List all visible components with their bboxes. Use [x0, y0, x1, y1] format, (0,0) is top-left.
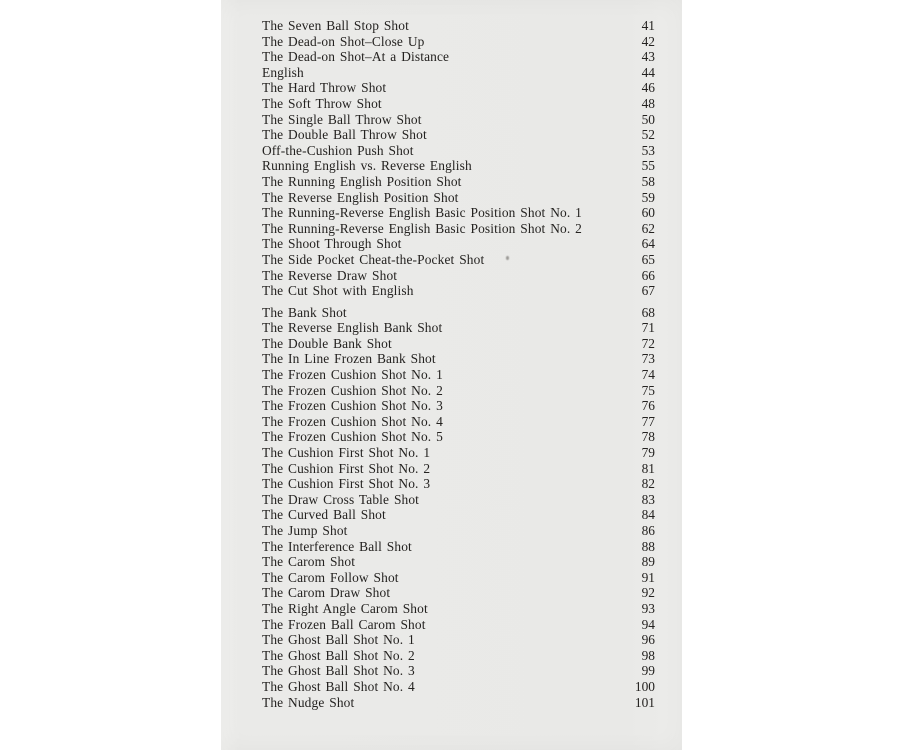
toc-entry-page-number: 62 — [641, 220, 655, 236]
toc-entry-page-number: 73 — [641, 351, 655, 367]
toc-group — [262, 18, 655, 299]
toc-entry-page-number: 91 — [641, 569, 655, 585]
toc-entry — [262, 398, 655, 414]
toc-entry-page-number: 78 — [641, 429, 655, 445]
toc-entry-page-number: 93 — [641, 600, 655, 616]
toc-entry — [262, 96, 655, 112]
toc-entry-page-number: 66 — [641, 267, 655, 283]
toc-entry-title: The Shoot Through Shot — [262, 236, 402, 252]
book-page — [221, 0, 682, 750]
toc-entry — [262, 305, 655, 321]
toc-entry — [262, 351, 655, 367]
toc-entry-page-number: 72 — [641, 335, 655, 351]
toc-entry-title: The Carom Draw Shot — [262, 585, 391, 601]
toc-entry — [262, 492, 655, 508]
toc-entry — [262, 570, 655, 586]
toc-entry — [262, 205, 655, 221]
toc-entry-page-number: 67 — [641, 283, 655, 299]
toc-entry-title: English — [262, 64, 304, 80]
toc-entry — [262, 143, 655, 159]
toc-entry — [262, 429, 655, 445]
toc-entry-title: The Ghost Ball Shot No. 4 — [262, 678, 415, 694]
toc-entry — [262, 127, 655, 143]
toc-entry-title: The Cushion First Shot No. 3 — [262, 476, 431, 492]
toc-entry-page-number: 88 — [641, 538, 655, 554]
toc-entry-title: The Dead-on Shot–At a Distance — [262, 49, 450, 65]
toc-entry-page-number: 68 — [641, 304, 655, 320]
toc-entry — [262, 632, 655, 648]
toc-entry-title: The In Line Frozen Bank Shot — [262, 351, 436, 367]
toc-entry — [262, 507, 655, 523]
toc-entry-title: The Draw Cross Table Shot — [262, 491, 420, 507]
toc-entry-page-number: 84 — [641, 507, 655, 523]
toc-entry-title: The Running-Reverse English Basic Position Shot No. 1 — [262, 205, 582, 221]
toc-entry-page-number: 71 — [641, 320, 655, 336]
toc-entry-title: The Jump Shot — [262, 523, 348, 538]
toc-entry — [262, 158, 655, 174]
toc-entry — [262, 601, 655, 617]
toc-entry — [262, 648, 655, 664]
toc-entry — [262, 476, 655, 492]
toc-entry-title: The Interference Ball Shot — [262, 538, 412, 554]
toc-entry-title: The Cushion First Shot No. 1 — [262, 445, 431, 461]
toc-entry — [262, 523, 655, 539]
toc-entry-title: The Running English Position Shot — [262, 173, 462, 189]
toc-entry — [262, 336, 655, 352]
toc-entry — [262, 190, 655, 206]
toc-entry — [262, 445, 655, 461]
toc-entry — [262, 236, 655, 252]
toc-entry-page-number: 100 — [634, 678, 655, 694]
toc-entry-title: Running English vs. Reverse English — [262, 158, 472, 174]
toc-entry — [262, 367, 655, 383]
toc-entry-title: The Hard Throw Shot — [262, 80, 387, 96]
toc-entry — [262, 252, 655, 268]
toc-entry-title: The Cushion First Shot No. 2 — [262, 460, 431, 476]
toc-entry-title: The Carom Shot — [262, 554, 356, 570]
table-of-contents — [221, 0, 682, 710]
toc-entry — [262, 283, 655, 299]
toc-entry-title: The Frozen Ball Carom Shot — [262, 616, 426, 632]
toc-entry — [262, 221, 655, 237]
toc-entry — [262, 18, 655, 34]
toc-entry — [262, 320, 655, 336]
toc-entry-page-number: 48 — [641, 95, 655, 111]
toc-entry-title: The Ghost Ball Shot No. 2 — [262, 647, 415, 663]
toc-entry-title: Off-the-Cushion Push Shot — [262, 142, 414, 158]
toc-entry-page-number: 101 — [634, 694, 655, 710]
toc-entry-title: The Soft Throw Shot — [262, 95, 382, 111]
toc-entry-title: The Double Ball Throw Shot — [262, 127, 427, 143]
toc-entry-title: The Reverse Draw Shot — [262, 267, 398, 283]
toc-entry — [262, 49, 655, 65]
toc-group — [262, 305, 655, 710]
toc-entry-page-number: 86 — [641, 523, 655, 538]
toc-entry-page-number: 82 — [641, 476, 655, 492]
toc-entry-title: The Cut Shot with English — [262, 283, 414, 299]
toc-entry-page-number: 92 — [641, 585, 655, 601]
toc-entry-page-number: 53 — [641, 142, 655, 158]
toc-entry-title: The Running-Reverse English Basic Position Shot No. 2 — [262, 220, 582, 236]
toc-entry-page-number: 96 — [641, 632, 655, 648]
toc-entry-page-number: 76 — [641, 398, 655, 414]
toc-entry-title: The Nudge Shot — [262, 694, 355, 710]
toc-entry — [262, 585, 655, 601]
toc-entry-title: The Seven Ball Stop Shot — [262, 18, 409, 33]
toc-entry-page-number: 44 — [641, 64, 655, 80]
toc-entry-page-number: 98 — [641, 647, 655, 663]
toc-entry-title: The Carom Follow Shot — [262, 569, 399, 585]
toc-entry — [262, 112, 655, 128]
toc-entry-title: The Frozen Cushion Shot No. 5 — [262, 429, 443, 445]
toc-entry-title: The Frozen Cushion Shot No. 1 — [262, 367, 443, 383]
toc-entry-page-number: 58 — [641, 173, 655, 189]
toc-entry-title: The Frozen Cushion Shot No. 3 — [262, 398, 443, 414]
toc-entry — [262, 268, 655, 284]
toc-entry — [262, 65, 655, 81]
toc-entry-page-number: 65 — [641, 251, 655, 267]
toc-entry-page-number: 99 — [641, 663, 655, 679]
scan-speck — [506, 256, 509, 260]
toc-entry — [262, 34, 655, 50]
toc-entry — [262, 663, 655, 679]
toc-entry-title: The Frozen Cushion Shot No. 4 — [262, 413, 443, 429]
toc-entry-page-number: 41 — [641, 18, 655, 33]
toc-entry-title: The Frozen Cushion Shot No. 2 — [262, 382, 443, 398]
toc-entry-page-number: 81 — [641, 460, 655, 476]
toc-entry-title: The Side Pocket Cheat-the-Pocket Shot — [262, 251, 485, 267]
toc-entry — [262, 461, 655, 477]
toc-entry-page-number: 74 — [641, 367, 655, 383]
toc-entry — [262, 414, 655, 430]
toc-entry-title: The Bank Shot — [262, 304, 347, 320]
toc-entry-title: The Curved Ball Shot — [262, 507, 386, 523]
toc-entry-title: The Double Bank Shot — [262, 335, 392, 351]
toc-entry — [262, 554, 655, 570]
toc-entry-page-number: 89 — [641, 554, 655, 570]
toc-entry-page-number: 52 — [641, 127, 655, 143]
toc-entry-page-number: 59 — [641, 189, 655, 205]
toc-entry — [262, 383, 655, 399]
toc-entry-page-number: 60 — [641, 205, 655, 221]
toc-entry-page-number: 50 — [641, 111, 655, 127]
toc-entry — [262, 80, 655, 96]
toc-entry-title: The Dead-on Shot–Close Up — [262, 33, 425, 49]
toc-entry-page-number: 94 — [641, 616, 655, 632]
toc-entry-page-number: 42 — [641, 33, 655, 49]
toc-entry — [262, 539, 655, 555]
toc-entry-title: The Single Ball Throw Shot — [262, 111, 422, 127]
toc-entry-page-number: 83 — [641, 491, 655, 507]
toc-entry-page-number: 77 — [641, 413, 655, 429]
toc-entry — [262, 617, 655, 633]
toc-entry — [262, 174, 655, 190]
toc-entry-page-number: 46 — [641, 80, 655, 96]
toc-entry-title: The Ghost Ball Shot No. 1 — [262, 632, 415, 648]
toc-entry-title: The Right Angle Carom Shot — [262, 600, 428, 616]
toc-entry — [262, 695, 655, 711]
toc-entry-page-number: 79 — [641, 445, 655, 461]
toc-entry-page-number: 55 — [641, 158, 655, 174]
toc-entry-title: The Reverse English Bank Shot — [262, 320, 443, 336]
toc-entry-title: The Reverse English Position Shot — [262, 189, 459, 205]
toc-entry-title: The Ghost Ball Shot No. 3 — [262, 663, 415, 679]
toc-entry-page-number: 43 — [641, 49, 655, 65]
toc-entry-page-number: 75 — [641, 382, 655, 398]
toc-entry-page-number: 64 — [641, 236, 655, 252]
toc-entry — [262, 679, 655, 695]
